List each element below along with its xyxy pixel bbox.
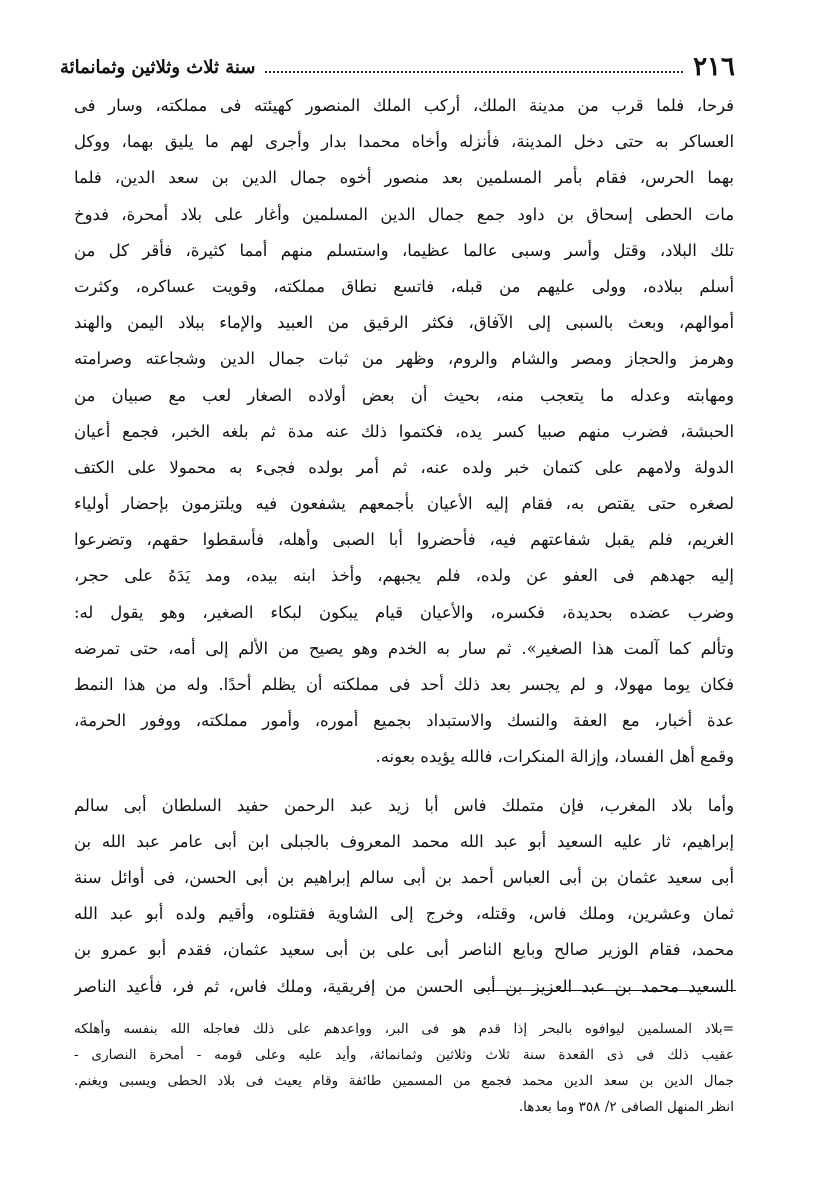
text-line: لصغره حتى يقتص به، فقام إليه الأعيان بأجمعهم يشفعون فيه ويلتزمون بإحضار أولياء: [74, 494, 734, 514]
text-line: ثمان وعشرين، وملك فاس، وقتله، وخرج إلى الشاوية فقتلوه، وأقيم ولده أبو عبد الله: [74, 904, 734, 924]
text-line: فكان يوما مهولا، و لم يجسر بعد ذلك أحد فى مملكته أن يظلم أحدًا. وله من هذا النمط: [74, 675, 734, 694]
text-line: وتألم كما آلمت هذا الصغير». ثم سار به الخدم وهو يصيح من الألم إلى أمه، حتى تمرضه: [74, 638, 734, 658]
footnote: [74, 1016, 734, 1120]
text-line: أموالهم، وبعث بالسبى إلى الآفاق، فكثر الرقيق من العبيد والإماء ببلاد اليمن والهند: [74, 313, 734, 333]
text-line: ومهابته وعدله ما يتعجب منه، بحيث أن بعض أولاده الصغار لعب مع صبيان من: [74, 385, 734, 405]
footnote-line: =بلاد المسلمين ليوافوه بالبحر إذا قدم هو فى البر، وواعدهم على ذلك فعاجله الله بنفسه وأهلكه: [74, 1021, 734, 1037]
text-line: عدة أخبار، مع العفة والنسك والاستبداد بجميع أموره، وأمور مملكته، ووفور الحرمة،: [74, 711, 734, 731]
text-line: وأما بلاد المغرب، فإن متملك فاس أبا زيد عبد الرحمن حفيد السلطان أبى سالم: [74, 795, 734, 815]
text-line: الدولة ولامهم على كتمان خبر ولده عنه، ثم أمر بولده فجىء به محمولا على الكتف: [74, 457, 734, 477]
paragraph-1: [74, 88, 734, 776]
running-title: سنة ثلاث وثلاثين وثمانمائة: [60, 56, 256, 78]
text-line: إبراهيم، ثار عليه السعيد أبو عبد الله محمد المعروف بالجبلى ابن أبى عامر عبد الله بن: [74, 831, 734, 851]
text-line: الغريم، فلم يقبل شفاعتهم فيه، فأحضروا أبا الصبى وأهله، فأسقطوا حقهم، وتضرعوا: [74, 530, 734, 550]
text-line: بهما الحرس، فقام بأمر المسلمين بعد منصور أخوه جمال الدين بن سعد الدين، فلما: [74, 168, 734, 188]
main-text: [74, 88, 734, 1005]
footnote-line: عقيب ذلك فى ذى القعدة سنة ثلاث وثلاثين وثمانمائة، وأيد عليه وعلى قومه - أمحرة النصارى -: [74, 1047, 734, 1063]
text-line: إليه جهدهم فى العفو عن ولده، فلم يجبهم، وأخذ ابنه بيده، ومد يَدَهُ على حجر،: [74, 566, 734, 586]
text-line: وقمع أهل الفساد، وإزالة المنكرات، فالله يؤيده بعونه.: [375, 747, 734, 767]
text-line: مات الحطى إسحاق بن داود جمع جمال الدين المسلمين وأغار على بلاد أمحرة، فدوخ: [74, 204, 734, 224]
text-line: محمد، فقام الوزير صالح وبايع الناصر أبى على بن أبى سعيد عثمان، فقدم أبو عمرو بن: [74, 940, 734, 960]
text-line: وضرب عضده بحديدة، فكسره، والأعيان قيام يبكون لبكاء الصغير، وهو يقول له:: [74, 602, 734, 622]
text-line: السعيد محمد بن عبد العزيز بن أبى الحسن من إفريقية، وملك فاس، ثم فر، فأعيد الناصر: [74, 976, 734, 996]
text-line: فرحا، فلما قرب من مدينة الملك، أركب الملك المنصور كهيئته فى مملكته، وسار فى: [74, 96, 734, 115]
text-line: العساكر به حتى دخل المدينة، فأنزله وأخاه محمدا بدار وأجرى لهم ما يليق بهما، ووكل: [74, 132, 734, 152]
text-line: أبى سعيد عثمان بن أبى العباس أحمد بن أبى سالم إبراهيم بن أبى الحسن، فى أوائل سنة: [74, 867, 734, 887]
footnote-line: جمال الدين بن سعد الدين محمد فجمع من المسمين طائفة وقام يعيث فى بلاد الحطى ويسبى ويغنم.: [74, 1073, 734, 1089]
footnote-divider: [478, 990, 736, 991]
footnote-line: انظر المنهل الصافى ٢/ ٣٥٨ وما بعدها.: [518, 1099, 734, 1115]
text-line: الحبشة، فضرب منهم صبيا كسر يده، فكتموا ذلك عنه مدة ثم بلغه الخبر، فجمع أعيان: [74, 421, 734, 441]
text-line: أسلم ببلاده، وولى عليهم من قبله، فاتسع نطاق مملكته، وقويت عساكره، وكثرت: [74, 276, 734, 296]
paragraph-2: [74, 788, 734, 1005]
page-number: ٢١٦: [693, 52, 735, 82]
header-dotted-leader: [265, 71, 683, 73]
text-line: تلك البلاد، وقتل وأسر وسبى عالما عظيما، واستسلم منهم أمما كثيرة، فأقر كل من: [74, 240, 734, 260]
text-line: وهرمز والحجاز ومصر والشام والروم، وظهر من ثبات جمال الدين وشجاعته وصرامته: [74, 349, 734, 369]
page-header: [60, 50, 735, 85]
